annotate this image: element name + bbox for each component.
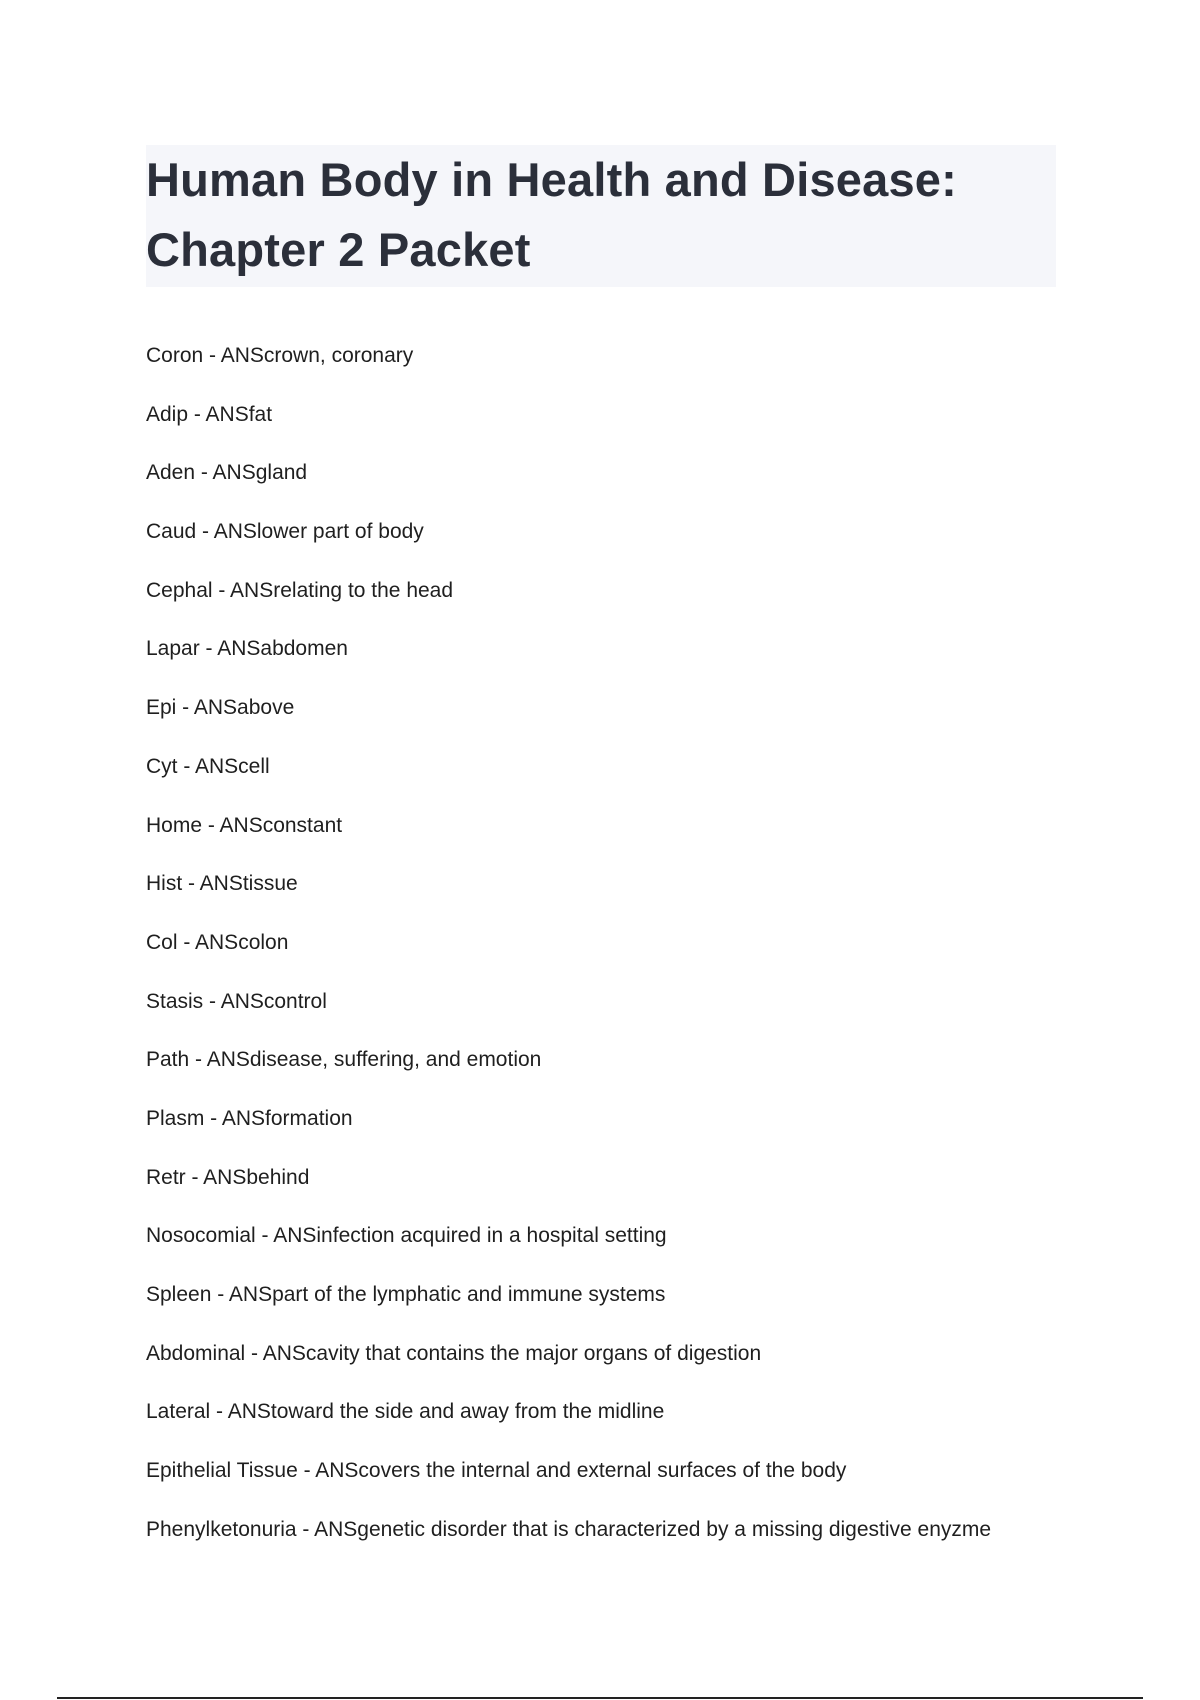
term-entry: Plasm - ANSformation: [146, 1106, 353, 1130]
term-entry: Nosocomial - ANSinfection acquired in a hospital setting: [146, 1224, 667, 1248]
term-list: [146, 339, 1106, 1571]
term-entry: Path - ANSdisease, suffering, and emotion: [146, 1048, 542, 1072]
term-entry: Home - ANSconstant: [146, 813, 343, 837]
footer-rule: [57, 1697, 1143, 1699]
page-title-line-1: Human Body in Health and Disease:: [146, 153, 957, 206]
term-entry: Col - ANScolon: [146, 930, 289, 954]
term-entry: Stasis - ANScontrol: [146, 989, 327, 1013]
term-entry: Cyt - ANScell: [146, 754, 270, 778]
term-entry: Phenylketonuria - ANSgenetic disorder that is characterized by a missing digestive enyzme: [146, 1517, 992, 1541]
term-entry: Coron - ANScrown, coronary: [146, 344, 414, 367]
term-entry: Spleen - ANSpart of the lymphatic and immune systems: [146, 1283, 666, 1306]
term-entry: Caud - ANSlower part of body: [146, 520, 424, 544]
term-entry: Cephal - ANSrelating to the head: [146, 578, 454, 602]
term-entry: Hist - ANStissue: [146, 872, 298, 896]
term-entry: Abdominal - ANScavity that contains the major organs of digestion: [146, 1341, 762, 1365]
term-entry: Epithelial Tissue - ANScovers the internal and external surfaces of the body: [146, 1459, 847, 1483]
term-entry: Epi - ANSabove: [146, 696, 295, 720]
term-entry: Retr - ANSbehind: [146, 1165, 310, 1189]
term-entry: Aden - ANSgland: [146, 461, 308, 485]
term-entry: Lapar - ANSabdomen: [146, 637, 348, 661]
page-title-line-2: Chapter 2 Packet: [146, 223, 531, 276]
term-entry: Lateral - ANStoward the side and away from the midline: [146, 1400, 665, 1424]
title-block: [146, 145, 1056, 287]
term-entry: Adip - ANSfat: [146, 402, 273, 426]
